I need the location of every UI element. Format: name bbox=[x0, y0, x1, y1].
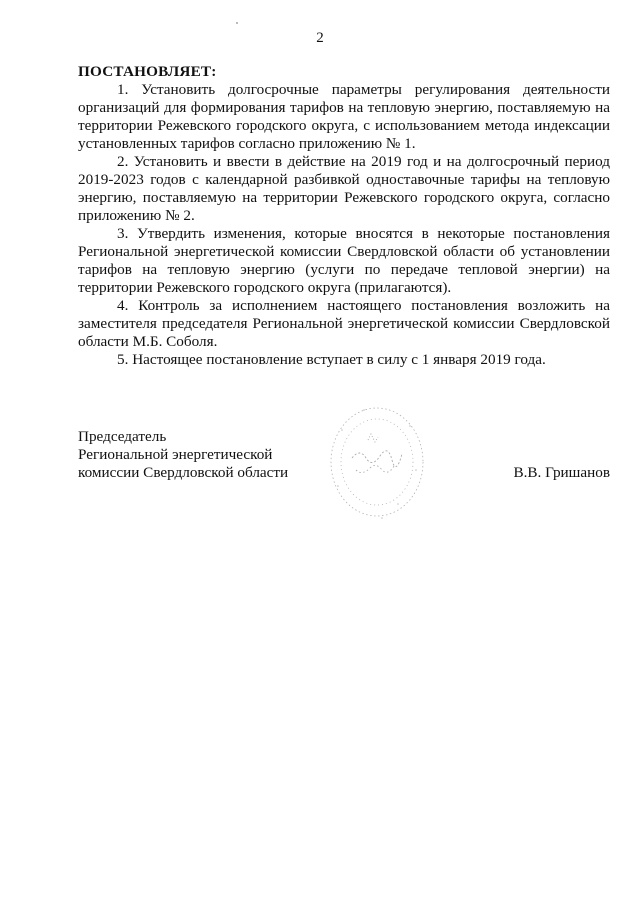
clause-1: 1. Установить долгосрочные параметры регулирования деятельности организаций для формирования тарифов на тепловую энергию, поставляемую на территории Режевского городского округа, с использованием метода индексации установленных тарифов согласно приложению № 1. bbox=[78, 81, 610, 152]
signatory-title bbox=[78, 428, 288, 482]
resolution-body bbox=[78, 63, 610, 369]
signatory-name: В.В. Гришанов bbox=[513, 464, 610, 481]
signatory-title-line: комиссии Свердловской области bbox=[78, 464, 289, 481]
resolution-heading: ПОСТАНОВЛЯЕТ: bbox=[78, 63, 217, 80]
page-number: 2 bbox=[316, 30, 324, 46]
signatory-title-line: Председатель bbox=[78, 428, 167, 445]
clause-3: 3. Утвердить изменения, которые вносятся в некоторые постановления Региональной энергетической комиссии Свердловской области об установлении тарифов на тепловую энергию (услуги по передаче тепловой энергии) на территории Режевского городского округа (прилагаются). bbox=[78, 225, 610, 296]
clause-4: 4. Контроль за исполнением настоящего постановления возложить на заместителя председателя Региональной энергетической комиссии Свердловской области М.Б. Соболя. bbox=[78, 297, 610, 350]
scan-speck bbox=[236, 22, 238, 24]
clause-2: 2. Установить и ввести в действие на 2019 год и на долгосрочный период 2019-2023 годов с календарной разбивкой одноставочные тарифы на тепловую энергию, поставляемую на территории Режевского городского округа, согласно приложению № 2. bbox=[78, 153, 610, 224]
clause-5: 5. Настоящее постановление вступает в силу с 1 января 2019 года. bbox=[117, 351, 546, 368]
faded-stamp-signature bbox=[322, 400, 432, 530]
signatory-title-line: Региональной энергетической bbox=[78, 446, 273, 463]
